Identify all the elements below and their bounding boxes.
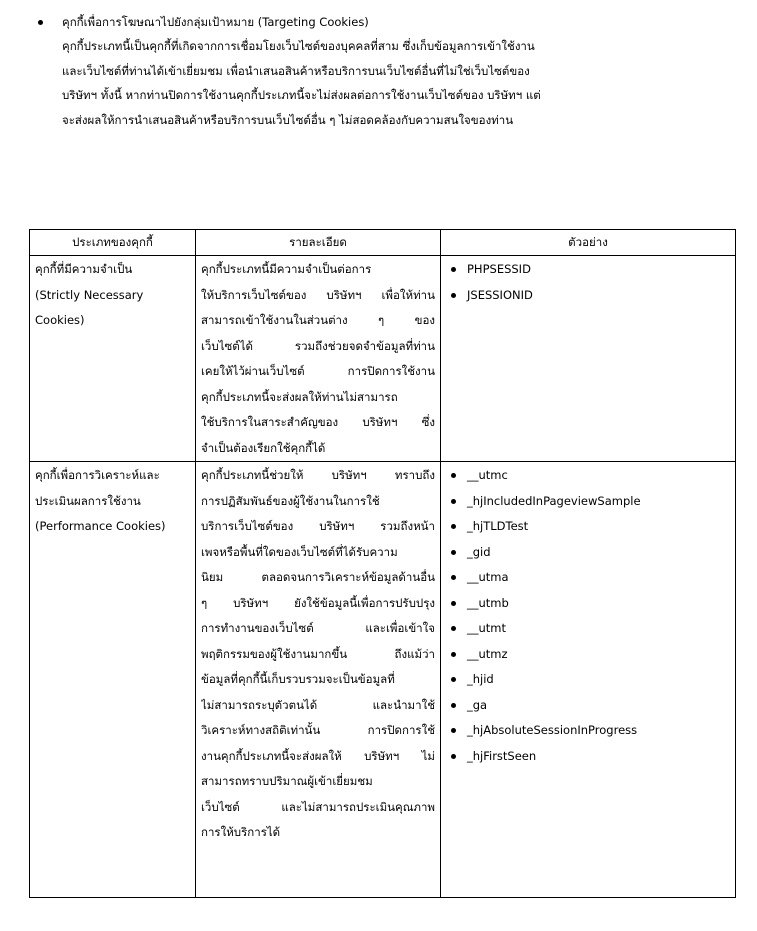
cookie-type-line: ประเมินผลการใช้งาน [35, 493, 141, 508]
cookie-example-name: _ga [467, 697, 488, 712]
cookie-description-line: คุกกี้ประเภทนี้จะส่งผลให้ท่านไม่สามารถ [201, 389, 398, 404]
cookie-example-item [451, 744, 729, 770]
bullet-icon [451, 550, 456, 555]
cookie-description-line: จำเป็นต้องเรียกใช้คุกกี้ได้ [201, 440, 326, 455]
cookie-description-line: ให้บริการเว็บไซต์ของ บริษัทฯ เพื่อให้ท่าน [201, 287, 435, 302]
cookie-description-line: สามารถทราบปริมาณผู้เข้าเยี่ยมชม [201, 774, 373, 788]
cookie-example-name: _hjTLDTest [467, 519, 529, 533]
bullet-icon [451, 728, 456, 733]
cookie-description-line: ใช้บริการในสาระสำคัญของ บริษัทฯ ซึ่ง [201, 415, 435, 429]
cookie-description-line: เคยให้ไว้ผ่านเว็บไซต์ การปิดการใช้งาน [201, 364, 435, 378]
bullet-icon [451, 267, 456, 272]
cookie-description-cell [196, 462, 441, 898]
bullet-icon [451, 601, 456, 606]
cookie-example-name: _gid [467, 544, 491, 559]
bullet-icon [451, 499, 456, 504]
cookie-example-item [451, 693, 729, 719]
cookie-example-item [451, 489, 729, 515]
cookie-description-line: เว็บไซต์ได้ รวมถึงช่วยจดจำข้อมูลที่ท่าน [201, 338, 435, 353]
cookie-type-line: (Strictly Necessary [35, 287, 144, 302]
cookie-example-name: __utmb [467, 595, 509, 610]
cookie-description-line: ไม่สามารถระบุตัวตนได้ และนำมาใช้ [201, 697, 435, 712]
table-row [30, 256, 736, 462]
cookie-example-item [451, 463, 729, 489]
bullet-icon [451, 626, 456, 631]
bullet-icon [451, 652, 456, 657]
cookie-example-item [451, 591, 729, 617]
cookie-type-cell [30, 256, 196, 462]
cookie-example-name: PHPSESSID [467, 262, 531, 276]
cookie-description-line: การปฏิสัมพันธ์ของผู้ใช้งานในการใช้ [201, 493, 380, 508]
cookie-example-name: _hjAbsoluteSessionInProgress [467, 723, 638, 737]
cookie-example-name: __utmt [467, 621, 507, 635]
cookie-description-line: วิเคราะห์ทางสถิติเท่านั้น การปิดการใช้ [201, 723, 435, 737]
bullet-icon [451, 754, 456, 759]
intro-bullet [34, 10, 744, 34]
header-type: ประเภทของคุกกี้ [30, 230, 196, 256]
bullet-icon [451, 703, 456, 708]
table-header-row [30, 230, 736, 256]
cookie-type-cell [30, 462, 196, 898]
bullet-icon [451, 575, 456, 580]
cookie-description-line: ข้อมูลที่คุกกี้นี้เก็บรวบรวมจะเป็นข้อมูลที่ [201, 672, 395, 686]
bullet-icon [451, 473, 456, 478]
cookie-description-cell [196, 256, 441, 462]
cookie-example-item [451, 642, 729, 668]
bullet-icon [451, 677, 456, 682]
cookie-example-name: _hjid [467, 672, 494, 686]
intro-title: คุกกี้เพื่อการโฆษณาไปยังกลุ่มเป้าหมาย (Targeting Cookies) [62, 15, 369, 29]
cookie-example-list [441, 256, 735, 308]
intro-section [34, 10, 744, 132]
cookie-example-item [451, 616, 729, 642]
table-row [30, 462, 736, 898]
cookie-description-line: ๆ บริษัทฯ ยังใช้ข้อมูลนี้เพื่อการปรับปรุง [201, 595, 435, 610]
cookie-example-item [451, 667, 729, 693]
cookie-example-name: JSESSIONID [467, 287, 533, 302]
cookie-examples-cell [441, 256, 736, 462]
cookie-description-line: คุกกี้ประเภทนี้มีความจำเป็นต่อการ [201, 262, 372, 276]
cookie-description-line: การให้บริการได้ [201, 825, 281, 839]
cookie-description-line: สามารถเข้าใช้งานในส่วนต่าง ๆ ของ [201, 313, 435, 327]
cookie-example-item [451, 283, 729, 309]
header-examples: ตัวอย่าง [441, 230, 736, 256]
cookie-type-line: Cookies) [35, 313, 85, 327]
cookie-example-name: __utmc [467, 468, 508, 482]
bullet-icon [38, 20, 43, 25]
cookie-description-line: นิยม ตลอดจนการวิเคราะห์ข้อมูลด้านอื่น [201, 570, 435, 584]
cookie-description-line: การทำงานของเว็บไซต์ และเพื่อเข้าใจ [201, 621, 435, 635]
cookie-type-line: คุกกี้เพื่อการวิเคราะห์และ [35, 468, 160, 482]
cookie-description-line: งานคุกกี้ประเภทนี้จะส่งผลให้ บริษัทฯ ไม่ [201, 748, 435, 763]
cookie-example-item [451, 565, 729, 591]
cookie-example-name: _hjIncludedInPageviewSample [467, 493, 641, 508]
cookie-description-line: คุกกี้ประเภทนี้ช่วยให้ บริษัทฯ ทราบถึง [201, 468, 435, 482]
cookie-description-line: บริการเว็บไซต์ของ บริษัทฯ รวมถึงหน้า [201, 519, 435, 533]
cookie-description-line: เว็บไซต์ และไม่สามารถประเมินคุณภาพ [201, 799, 435, 814]
cookie-type-line: (Performance Cookies) [35, 519, 166, 533]
intro-line: บริษัทฯ ทั้งนี้ หากท่านปิดการใช้งานคุกกี้ประเภทนี้จะไม่ส่งผลต่อการใช้งานเว็บไซต์ของ บริษัทฯ แต่ [62, 88, 541, 102]
cookie-example-item [451, 257, 729, 283]
cookie-description-line: พฤติกรรมของผู้ใช้งานมากขึ้น ถึงแม้ว่า [201, 646, 435, 661]
cookie-example-item [451, 514, 729, 540]
header-description: รายละเอียด [196, 230, 441, 256]
cookie-table [29, 229, 736, 898]
cookie-example-item [451, 718, 729, 744]
cookie-example-item [451, 540, 729, 566]
intro-line: คุกกี้ประเภทนี้เป็นคุกกี้ที่เกิดจากการเชื่อมโยงเว็บไซต์ของบุคคลที่สาม ซึ่งเก็บข้อมูลการเข้าใช้งาน [62, 39, 535, 53]
bullet-icon [451, 524, 456, 529]
intro-line: จะส่งผลให้การนำเสนอสินค้าหรือบริการบนเว็บไซต์อื่น ๆ ไม่สอดคล้องกับความสนใจของท่าน [62, 112, 514, 127]
cookie-example-name: _hjFirstSeen [467, 748, 537, 763]
cookie-example-name: __utmz [467, 646, 508, 661]
cookie-example-list [441, 462, 735, 769]
intro-line: และเว็บไซต์ที่ท่านได้เข้าเยี่ยมชม เพื่อนำเสนอสินค้าหรือบริการบนเว็บไซต์อื่นที่ไม่ใช่เว็บไซต์ของ [62, 63, 530, 78]
cookie-examples-cell [441, 462, 736, 898]
cookie-type-line: คุกกี้ที่มีความจำเป็น [35, 262, 133, 276]
cookie-example-name: __utma [467, 570, 509, 584]
cookie-description-line: เพจหรือพื้นที่ใดของเว็บไซต์ที่ได้รับความ [201, 544, 398, 559]
bullet-icon [451, 293, 456, 298]
